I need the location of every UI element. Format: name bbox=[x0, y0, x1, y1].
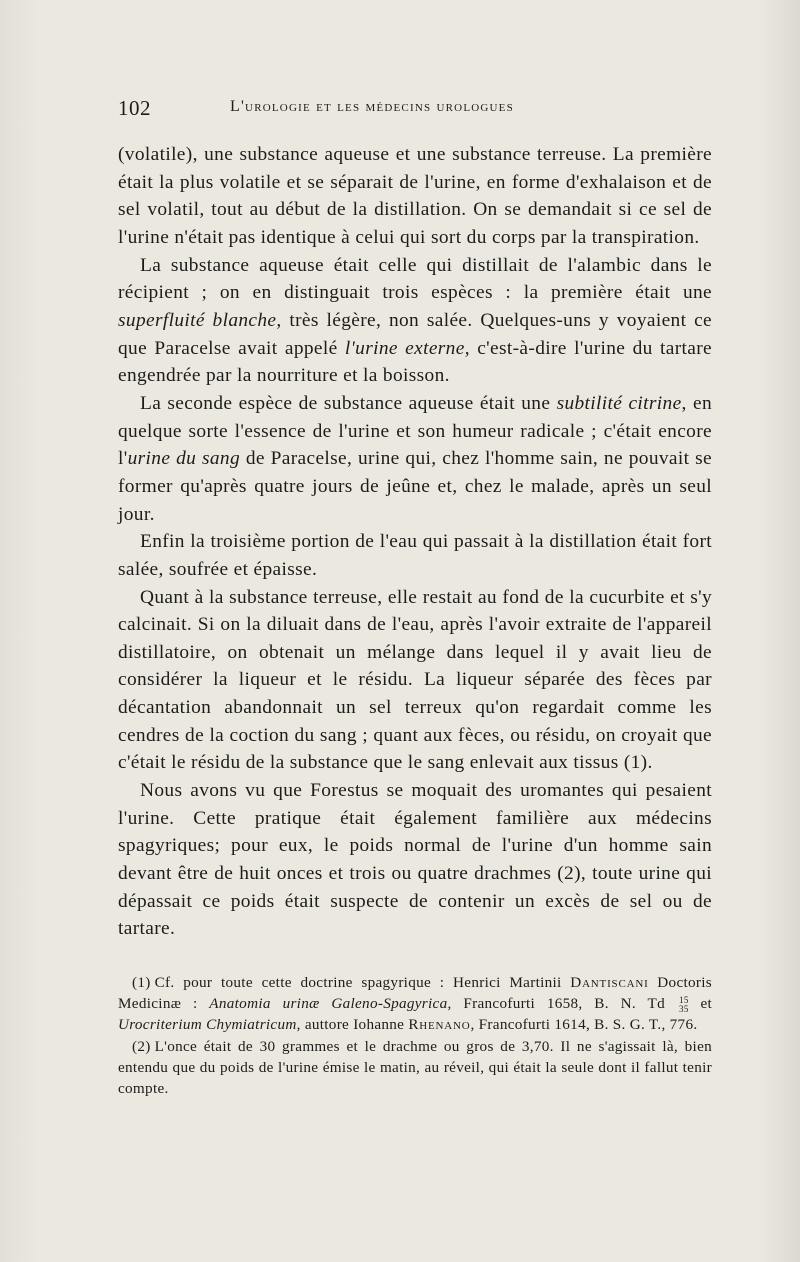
paragraph-4: Enfin la troisième portion de l'eau qui passait à la distillation était fort salée, soufrée et épaisse. bbox=[118, 531, 712, 580]
body-text bbox=[118, 141, 712, 943]
footnote-2-number: (2) bbox=[132, 1037, 151, 1055]
italic-term: urine du sang bbox=[127, 448, 241, 470]
footnote-1: (1) Cf. pour toute cette doctrine spagyrique : Henrici Martinii Dantiscani Doctoris Medicinæ : Anatomia urinæ Galeno-Spagyrica, Francofurti 1658, B. N. Td 15 35 et Urocriterium Chymiatricum, auttore Iohanne Rhenano, Francofurti 1614, B. S. G. T., 776. bbox=[118, 974, 713, 1034]
footnotes bbox=[118, 972, 712, 1099]
italic-term: l'urine externe bbox=[344, 337, 465, 359]
footnote-2: (2) L'once était de 30 grammes et le drachme ou gros de 3,70. Il ne s'agissait là, bien entendu que du poids de l'urine émise le matin, au réveil, qui était la seule dont il fallut tenir compte. bbox=[118, 1037, 712, 1098]
footnote-1-number: (1) bbox=[132, 974, 151, 991]
paragraph-2: La substance aqueuse était celle qui distillait de l'alambic dans le récipient ; on en distinguait trois espèces : la première était une superfluité blanche, très légère, non salée. Quelques-uns y voyaient ce que Paracelse avait appelé l'urine externe, c'est-à-dire l'urine du tartare engendrée par la nourriture et la boisson. bbox=[118, 254, 713, 387]
paragraph-1: (volatile), une substance aqueuse et une substance terreuse. La première était la plus volatile et se séparait de l'urine, en forme d'exhalaison et de sel volatil, tout au début de la distillation. On se demandait si ce sel de l'urine n'était pas identique à celui qui sort du corps par la transpiration. bbox=[118, 144, 712, 248]
paragraph-5: Quant à la substance terreuse, elle restait au fond de la cucurbite et s'y calcinait. Si on la diluait dans de l'eau, après l'avoir extraite de l'appareil distillatoire, on obtenait un mélange dans lequel il y avait lieu de considérer la liqueur et le résidu. La liqueur séparée des fèces par décantation abandonnait un sel terreux qu'on regardait comme les cendres de la coction du sang ; quant aux fèces, ou résidu, on croyait que c'était le résidu de la substance que le sang enlevait aux tissus (1). bbox=[118, 586, 712, 774]
page-number: 102 bbox=[118, 96, 151, 120]
italic-term: superfluité blanche bbox=[118, 309, 277, 331]
paragraph-6: Nous avons vu que Forestus se moquait des uromantes qui pesaient l'urine. Cette pratique était également familière aux médecins spagyriques; pour eux, le poids normal de l'urine d'un homme sain devant être de huit onces et trois ou quatre drachmes (2), toute urine qui dépassait ce poids était suspecte de contenir un excès de sel ou de tartare. bbox=[118, 780, 712, 940]
italic-term: subtilité citrine bbox=[556, 392, 682, 414]
page-header bbox=[118, 96, 718, 122]
running-head: L'urologie et les médecins urologues bbox=[230, 98, 514, 115]
paragraph-3: La seconde espèce de substance aqueuse était une subtilité citrine, en quelque sorte l'essence de l'urine et son humeur radicale ; c'était encore l'urine du sang de Paracelse, urine qui, chez l'homme sain, ne pouvait se former qu'après quatre jours de jeûne et, chez le malade, après un seul jour. bbox=[118, 392, 713, 525]
